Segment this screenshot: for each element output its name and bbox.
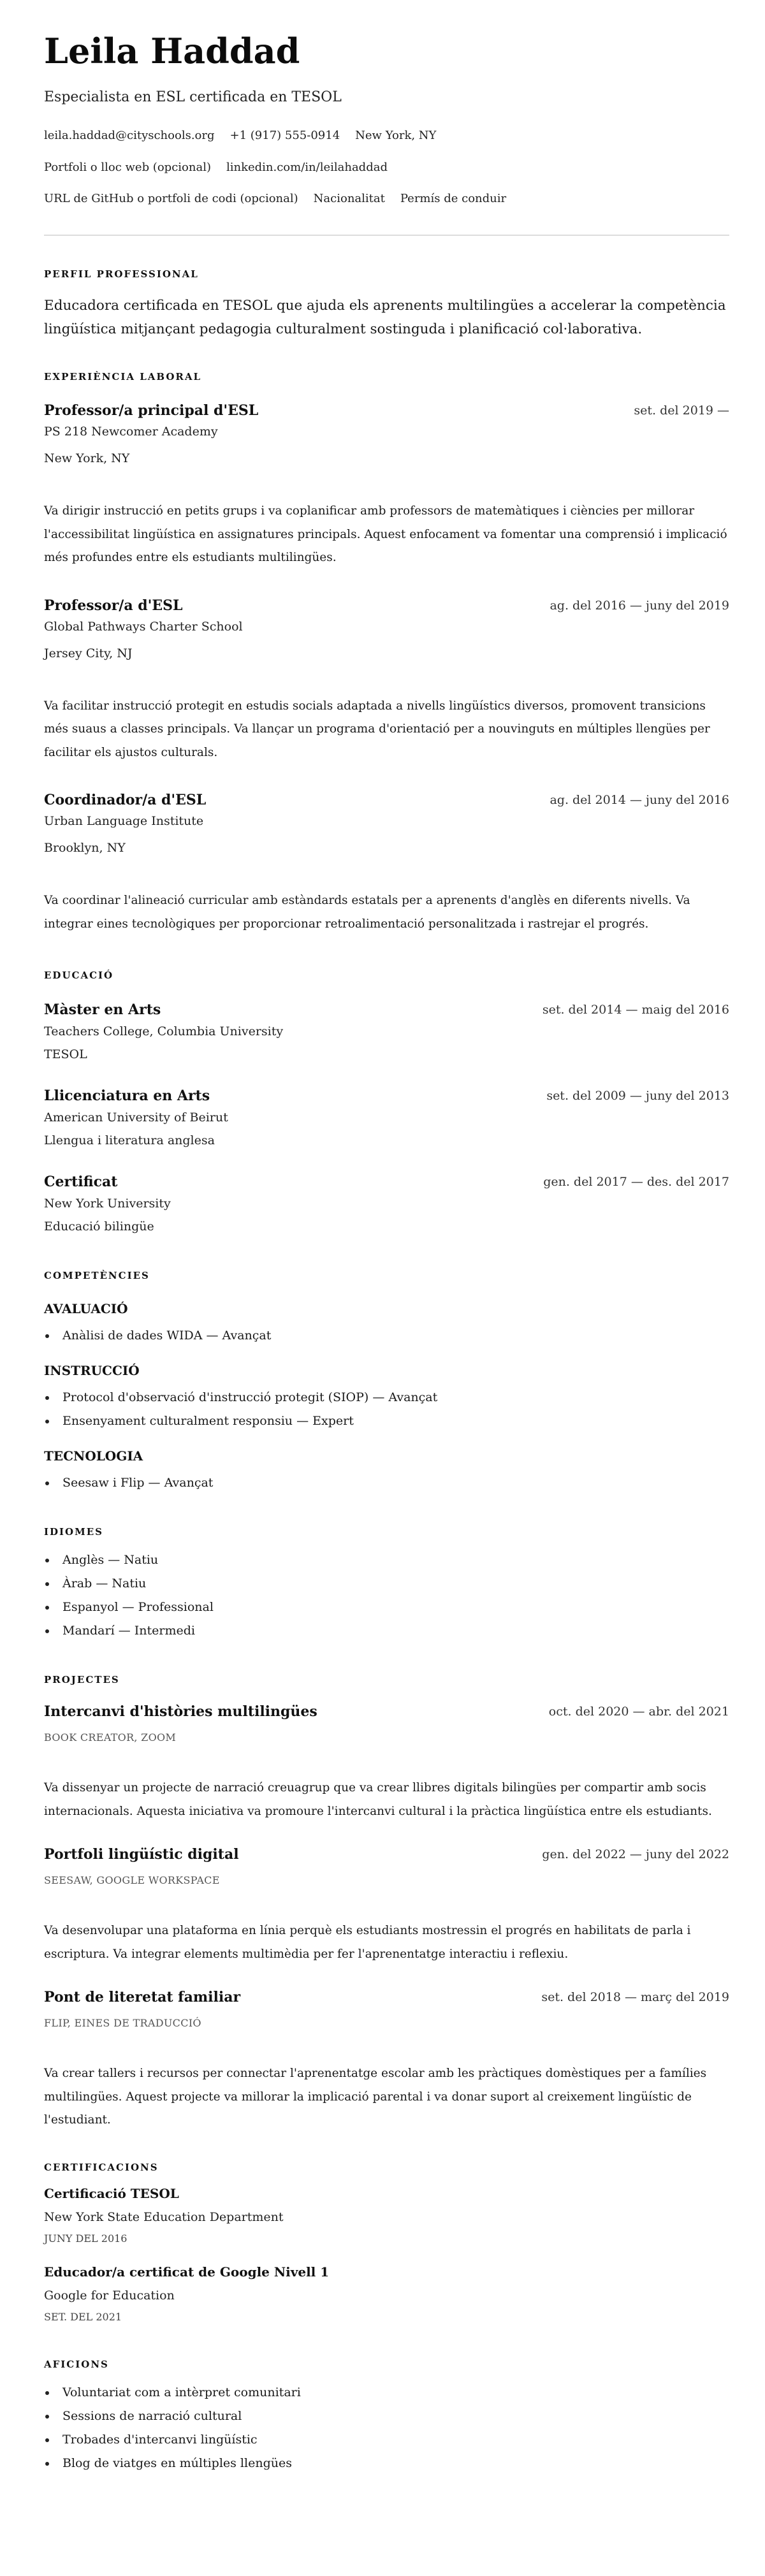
experience-item (44, 596, 729, 765)
contact-portfolio[interactable]: Portfoli o lloc web (opcional) (44, 161, 211, 174)
section-heading: CERTIFICACIONS (44, 2161, 159, 2173)
project-title: Pont de literetat familiar (44, 1989, 241, 2005)
project-title: Intercanvi d'històries multilingües (44, 1703, 317, 1720)
experience-item (44, 790, 729, 936)
section-heading: PROJECTES (44, 1674, 120, 1685)
language-item: Espanyol — Professional (44, 1596, 729, 1619)
languages-section (44, 1525, 729, 1643)
education-item (44, 1172, 729, 1235)
education-dates: set. del 2009 — juny del 2013 (546, 1089, 729, 1103)
certification-name: Educador/a certificat de Google Nivell 1 (44, 2264, 330, 2280)
job-description: Va facilitar instrucció protegit en estudis socials adaptada a nivells lingüístics diversos, promovent transicions més suaus a classes principals. Va llançar un programa d'orientació per a nouvinguts en múltiples llengües per facilitar els ajustos culturals. (44, 699, 710, 759)
job-company: Urban Language Institute (44, 814, 204, 828)
hobby-item: Blog de viatges en múltiples llengües (44, 2452, 729, 2475)
hobby-item: Sessions de narració cultural (44, 2405, 729, 2428)
project-title: Portfoli lingüístic digital (44, 1846, 239, 1863)
experience-section (44, 370, 729, 936)
job-location: Brooklyn, NY (44, 841, 126, 855)
certifications-section (44, 2161, 729, 2325)
contact-linkedin[interactable]: linkedin.com/in/leilahaddad (226, 161, 388, 174)
section-heading: PERFIL PROFESSIONAL (44, 268, 199, 280)
institution: American University of Beirut (44, 1110, 228, 1124)
contact-github[interactable]: URL de GitHub o portfoli de codi (opcional) (44, 192, 298, 205)
certification-date: SET. DEL 2021 (44, 2310, 122, 2323)
skill-list (44, 1324, 729, 1348)
field-of-study: TESOL (44, 1047, 87, 1061)
hobbies-section (44, 2358, 729, 2475)
hobby-item: Trobades d'intercanvi lingüístic (44, 2428, 729, 2452)
certification-item (44, 2263, 729, 2325)
job-location: Jersey City, NJ (44, 646, 133, 660)
language-item: Mandarí — Intermedi (44, 1619, 729, 1643)
job-dates: ag. del 2014 — juny del 2016 (550, 793, 729, 807)
project-dates: gen. del 2022 — juny del 2022 (542, 1847, 729, 1861)
section-heading: IDIOMES (44, 1526, 103, 1538)
skill-list (44, 1386, 729, 1433)
institution: Teachers College, Columbia University (44, 1024, 284, 1038)
resume-header (44, 31, 729, 208)
certification-issuer: New York State Education Department (44, 2209, 284, 2224)
contact-phone[interactable]: +1 (917) 555-0914 (229, 129, 340, 142)
contact-email[interactable]: leila.haddad@cityschools.org (44, 129, 215, 142)
project-tech: SEESAW, GOOGLE WORKSPACE (44, 1874, 220, 1886)
job-description: Va dirigir instrucció en petits grups i va coplanificar amb professors de matemàtiques i ciències per millorar l'accessibilitat lingüística en assignatures principals. Aquest enfocament va fomentar una comprensió i implicació més profundes entre els estudiants multilingües. (44, 504, 727, 564)
job-dates: ag. del 2016 — juny del 2019 (550, 598, 729, 613)
project-item (44, 1988, 729, 2132)
contact-row (44, 158, 729, 177)
skills-section (44, 1269, 729, 1495)
field-of-study: Llengua i literatura anglesa (44, 1133, 215, 1147)
job-title: Professor/a principal d'ESL (44, 402, 259, 419)
education-section (44, 969, 729, 1235)
project-tech: FLIP, EINES DE TRADUCCIÓ (44, 2017, 201, 2029)
skill-group-heading: INSTRUCCIÓ (44, 1363, 140, 1378)
skill-group-heading: AVALUACIÓ (44, 1301, 128, 1316)
language-item: Àrab — Natiu (44, 1572, 729, 1596)
contact-nationality: Nacionalitat (313, 192, 385, 205)
project-dates: set. del 2018 — març del 2019 (541, 1990, 729, 2004)
summary-text: Educadora certificada en TESOL que ajuda els aprenents multilingües a accelerar la competència lingüística mitjançant pedagogia culturalment sostinguda i planificació col·laborativa. (44, 298, 726, 337)
hobby-list (44, 2381, 729, 2475)
degree: Llicenciatura en Arts (44, 1088, 210, 1104)
certification-date: JUNY DEL 2016 (44, 2232, 127, 2245)
education-item (44, 1086, 729, 1149)
certification-issuer: Google for Education (44, 2288, 175, 2303)
job-location: New York, NY (44, 451, 130, 465)
candidate-headline: Especialista en ESL certificada en TESOL (44, 89, 342, 105)
job-title: Professor/a d'ESL (44, 597, 183, 614)
skill-item: Protocol d'observació d'instrucció protegit (SIOP) — Avançat (44, 1386, 729, 1409)
summary-section (44, 268, 729, 341)
project-description: Va desenvolupar una plataforma en línia perquè els estudiants mostressin el progrés en habilitats de parla i escriptura. Va integrar elements multimèdia per fer l'aprenentatge interactiu i reflexiu. (44, 1924, 691, 1961)
skill-item: Anàlisi de dades WIDA — Avançat (44, 1324, 729, 1348)
project-item (44, 1702, 729, 1823)
education-dates: gen. del 2017 — des. del 2017 (543, 1175, 729, 1189)
institution: New York University (44, 1197, 171, 1211)
certification-name: Certificació TESOL (44, 2185, 179, 2201)
contact-driving-license: Permís de conduir (400, 192, 507, 205)
contact-location: New York, NY (355, 129, 437, 142)
education-dates: set. del 2014 — maig del 2016 (542, 1003, 729, 1017)
job-company: PS 218 Newcomer Academy (44, 425, 218, 439)
project-description: Va crear tallers i recursos per connectar l'aprenentatge escolar amb les pràctiques domèstiques per a famílies multilingües. Aquest projecte va millorar la implicació parental i va donar suport al creixement lingüístic de l'estudiant. (44, 2067, 707, 2127)
project-description: Va dissenyar un projecte de narració creuagrup que va crear llibres digitals bilingües per compartir amb socis internacionals. Aquesta iniciativa va promoure l'intercanvi cultural i la pràctica lingüística entre els estudiants. (44, 1781, 712, 1818)
job-title: Coordinador/a d'ESL (44, 792, 207, 808)
experience-item (44, 401, 729, 570)
candidate-name: Leila Haddad (44, 31, 300, 71)
language-item: Anglès — Natiu (44, 1548, 729, 1572)
certification-item (44, 2185, 729, 2246)
skill-group-heading: TECNOLOGIA (44, 1448, 143, 1464)
job-company: Global Pathways Charter School (44, 619, 243, 634)
section-heading: EXPERIÈNCIA LABORAL (44, 371, 202, 382)
section-heading: EDUCACIÓ (44, 970, 114, 981)
degree: Certificat (44, 1174, 118, 1190)
field-of-study: Educació bilingüe (44, 1219, 154, 1233)
contact-row (44, 126, 729, 145)
degree: Màster en Arts (44, 1001, 161, 1018)
projects-section (44, 1673, 729, 2132)
header-divider (44, 235, 729, 236)
job-dates: set. del 2019 — (634, 404, 729, 418)
hobby-item: Voluntariat com a intèrpret comunitari (44, 2381, 729, 2405)
project-dates: oct. del 2020 — abr. del 2021 (548, 1705, 729, 1719)
section-heading: COMPETÈNCIES (44, 1270, 150, 1281)
project-tech: BOOK CREATOR, ZOOM (44, 1731, 177, 1743)
section-heading: AFICIONS (44, 2358, 109, 2370)
skill-item: Ensenyament culturalment responsiu — Expert (44, 1409, 729, 1433)
education-item (44, 1000, 729, 1063)
language-list (44, 1548, 729, 1643)
job-description: Va coordinar l'alineació curricular amb estàndards estatals per a aprenents d'anglès en diferents nivells. Va integrar eines tecnològiques per proporcionar retroalimentació personalitzada i rastrejar el progrés. (44, 894, 690, 931)
skill-list (44, 1471, 729, 1495)
contact-row (44, 189, 729, 208)
skill-item: Seesaw i Flip — Avançat (44, 1471, 729, 1495)
project-item (44, 1845, 729, 1966)
